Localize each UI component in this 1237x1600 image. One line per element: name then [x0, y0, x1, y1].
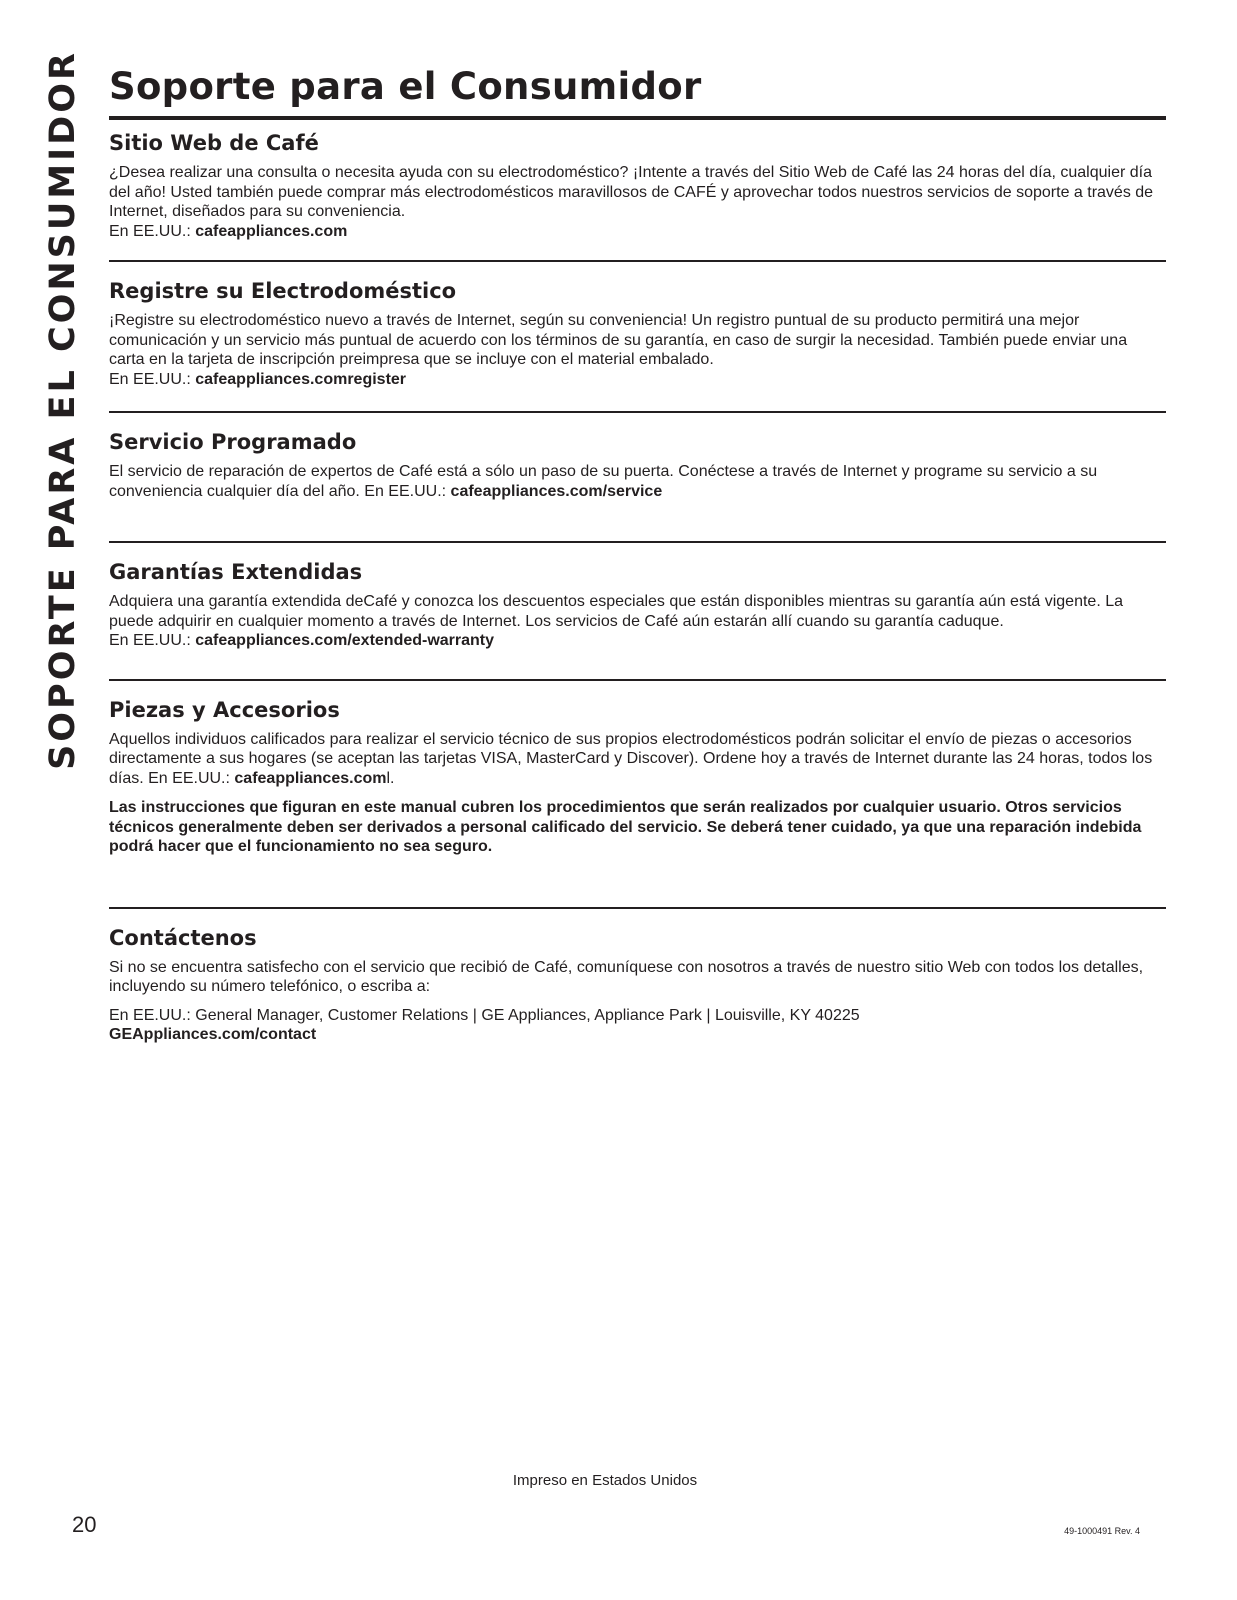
side-tab	[38, 50, 88, 770]
section-contact	[109, 909, 1166, 1045]
section-register	[109, 262, 1166, 411]
region-prefix: En EE.UU.:	[109, 632, 196, 649]
section-service	[109, 413, 1166, 541]
section-body: ¿Desea realizar una consulta o necesita ayuda con su electrodoméstico? ¡Intente a través del Sitio Web de Café las 24 horas del día, cualquier día del año! Usted también puede comprar más electrodomésticos maravillosos de CAFÉ y aprovechar todos nuestros servicios de soporte a través de Internet, diseñados para su conveniencia. En EE.UU.: cafeappliances.com	[109, 164, 1154, 240]
section-heading: Servicio Programado	[109, 430, 357, 454]
section-heading: Registre su Electrodoméstico	[109, 279, 457, 303]
printed-in-label: Impreso en Estados Unidos	[512, 1472, 698, 1489]
section-body: ¡Registre su electrodoméstico nuevo a través de Internet, según su conveniencia! Un registro puntual de su producto permitirá una mejor comunicación y un servicio más puntual de acuerdo con los términos de su garantía, en caso de surgir la necesidad. También puede enviar una carta en la tarjeta de inscripción preimpresa que se incluye con el material embalado. En EE.UU.: cafeappliances.comregister	[109, 312, 1128, 388]
register-link[interactable]: cafeappliances.comregister	[195, 370, 407, 388]
section-parts	[109, 681, 1166, 907]
web-link[interactable]: cafeappliances.com	[195, 222, 348, 240]
section-heading: Garantías Extendidas	[109, 560, 363, 584]
page-title: Soporte para el Consumidor	[109, 65, 702, 108]
section-warranty	[109, 543, 1166, 679]
warranty-link[interactable]: cafeappliances.com/extended-warranty	[195, 632, 495, 649]
section-heading: Sitio Web de Café	[109, 131, 319, 155]
contact-address: En EE.UU.: General Manager, Customer Relations | GE Appliances, Appliance Park | Louisville, KY 40225 GEAppliances.com/contact	[109, 1006, 860, 1043]
section-body: Si no se encuentra satisfecho con el servicio que recibió de Café, comuníquese con nosotros a través de nuestro sitio Web con todos los detalles, incluyendo su número telefónico, o escriba a:	[109, 958, 1144, 995]
region-prefix: En EE.UU.:	[109, 370, 196, 388]
side-tab-label: SOPORTE PARA EL CONSUMIDOR	[43, 50, 83, 770]
title-divider	[109, 116, 1166, 120]
main-content	[109, 62, 1166, 1045]
document-number: 49-1000491 Rev. 4	[1064, 1526, 1140, 1536]
section-heading: Contáctenos	[109, 925, 257, 950]
region-prefix: En EE.UU.:	[109, 222, 196, 240]
section-body: Aquellos individuos calificados para realizar el servicio técnico de sus propios electrodomésticos podrán solicitar el envío de piezas o accesorios directamente a sus hogares (se aceptan las tarjetas VISA, MasterCard y Discover). Ordene hoy a través de Internet durante las 24 horas, todos los días. En EE.UU.: cafeappliances.coml.	[109, 730, 1153, 787]
section-web	[109, 128, 1166, 260]
section-body: Adquiera una garantía extendida deCafé y conozca los descuentos especiales que están disponibles mientras su garantía aún está vigente. La puede adquirir en cualquier momento a través de Internet. Los servicios de Café aún estarán allí cuando su garantía caduque. En EE.UU.: cafeappliances.com/extended-warranty	[109, 593, 1124, 649]
parts-link[interactable]: cafeappliances.com	[234, 769, 387, 787]
section-body: El servicio de reparación de expertos de Café está a sólo un paso de su puerta. Conéctese a través de Internet y programe su servicio a su conveniencia cualquier día del año. En EE.UU.: cafeappliances.com/service	[109, 463, 1098, 500]
safety-warning: Las instrucciones que figuran en este manual cubren los procedimientos que serán realizados por cualquier usuario. Otros servicios técnicos generalmente deben ser derivados a personal calificado del servicio. Se deberá tener cuidado, ya que una reparación indebida podrá hacer que el funcionamiento no sea seguro.	[109, 799, 1142, 855]
section-heading: Piezas y Accesorios	[109, 697, 340, 722]
service-link[interactable]: cafeappliances.com/service	[450, 482, 663, 500]
page-number: 20	[72, 1512, 97, 1537]
contact-link[interactable]: GEAppliances.com/contact	[109, 1026, 317, 1043]
